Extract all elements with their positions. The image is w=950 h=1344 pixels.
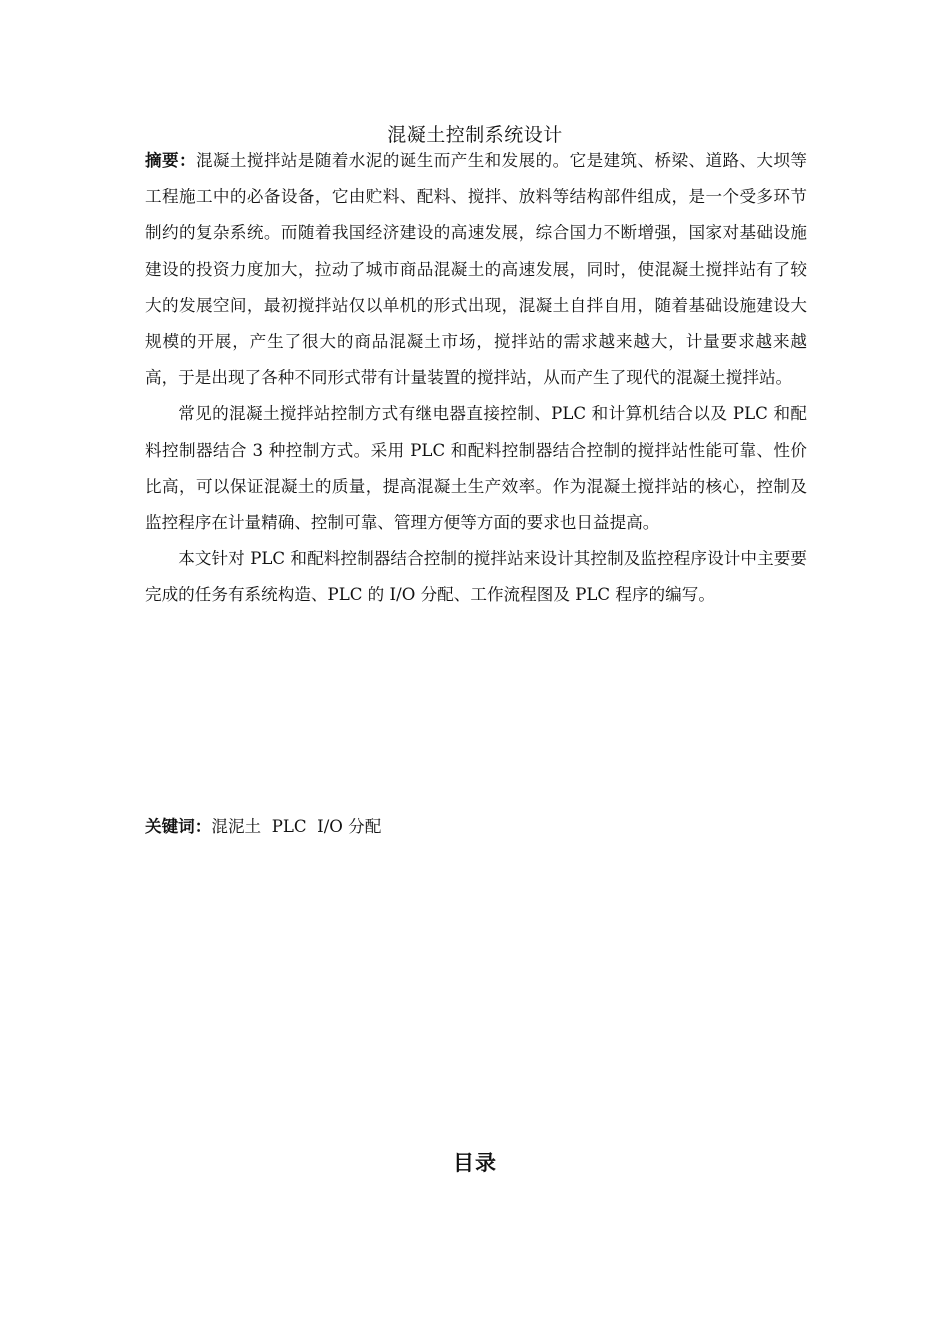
- keywords-line: [145, 812, 381, 842]
- toc-heading: 目录: [453, 1151, 497, 1175]
- abstract-label: 摘要：: [145, 151, 196, 170]
- keywords-label: 关键词：: [145, 817, 212, 836]
- body-paragraph-scope: 本文针对 PLC 和配料控制器结合控制的搅拌站来设计其控制及监控程序设计中主要要完成的任务有系统构造、PLC 的 I/O 分配、工作流程图及 PLC 程序的编写。: [145, 549, 807, 605]
- abstract-section: [145, 143, 807, 614]
- body-paragraph-control-methods: 常见的混凝土搅拌站控制方式有继电器直接控制、PLC 和计算机结合以及 PLC 和配料控制器结合 3 种控制方式。采用 PLC 和配料控制器结合控制的搅拌站性能可靠、性价比高，可以保证混凝土的质量，提高混凝土生产效率。作为混凝土搅拌站的核心，控制及监控程序在计量精确、控制可靠、管理方便等方面的要求也日益提高。: [145, 404, 807, 533]
- document-title: 混凝土控制系统设计: [387, 124, 563, 146]
- abstract-text: 混凝土搅拌站是随着水泥的诞生而产生和发展的。它是建筑、桥梁、道路、大坝等工程施工中的必备设备，它由贮料、配料、搅拌、放料等结构部件组成，是一个受多环节制约的复杂系统。而随着我国经济建设的高速发展，综合国力不断增强，国家对基础设施建设的投资力度加大，拉动了城市商品混凝土的高速发展，同时，使混凝土搅拌站有了较大的发展空间，最初搅拌站仅以单机的形式出现，混凝土自拌自用，随着基础设施建设大规模的开展，产生了很大的商品混凝土市场，搅拌站的需求越来越大，计量要求越来越高，于是出现了各种不同形式带有计量装置的搅拌站，从而产生了现代的混凝土搅拌站。: [145, 151, 807, 388]
- abstract-paragraph: [145, 143, 807, 396]
- keywords-text: 混泥土 PLC I/O 分配: [211, 817, 382, 836]
